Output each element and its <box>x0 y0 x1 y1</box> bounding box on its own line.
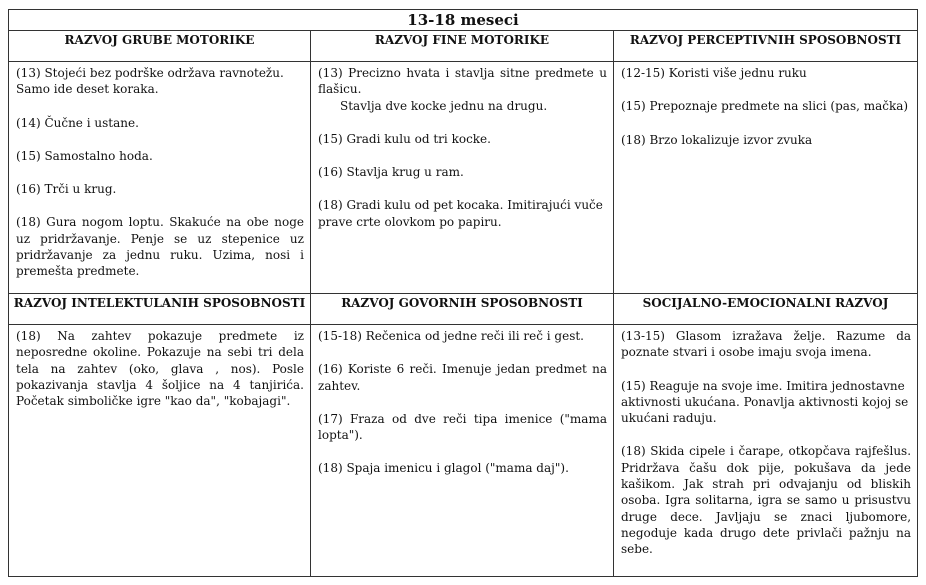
table-title: 13-18 meseci <box>9 10 918 31</box>
perceptive-item: (15) Prepoznaje predmete na slici (pas, mačka) <box>621 99 909 114</box>
social-item: (18) Skida cipele i čarape, otkopčava rajfešlus. Pridržava čašu dok pije, pokušava da jede kašikom. Jak strah pri odvajanju od bliskih osoba. Igra solitarna, igra se samo u prisustvu druge dece. Javljaju se znaci ljubomore, negoduje kada drugo dete privlači pažnju na sebe. <box>621 444 912 557</box>
fine-motor-item: (15) Gradi kulu od tri kocke. <box>318 131 491 146</box>
fine-motor-item: (18) Gradi kulu od pet kocaka. Imitirajući vuče prave crte olovkom po papiru. <box>318 198 603 229</box>
cell-fine-motor <box>311 62 614 294</box>
gross-motor-item: (16) Trči u krug. <box>16 182 117 197</box>
header-perceptive: RAZVOJ PERCEPTIVNIH SPOSOBNOSTI <box>614 31 918 62</box>
cell-social <box>614 325 918 577</box>
header-fine-motor: RAZVOJ FINE MOTORIKE <box>311 31 614 62</box>
header-intellectual: RAZVOJ INTELEKTULANIH SPOSOBNOSTI <box>9 294 311 325</box>
gross-motor-item: (15) Samostalno hoda. <box>16 148 153 163</box>
fine-motor-subitem: Stavlja dve kocke jednu na drugu. <box>340 98 548 113</box>
gross-motor-item: (13) Stojeći bez podrške održava ravnotežu. Samo ide deset koraka. <box>16 66 284 97</box>
social-item: (13-15) Glasom izražava želje. Razume da poznate stvari i osobe imaju svoja imena. <box>621 329 912 360</box>
cell-gross-motor <box>9 62 311 294</box>
speech-item: (15-18) Rečenica od jedne reči ili reč i gest. <box>318 329 584 343</box>
perceptive-item: (18) Brzo lokalizuje izvor zvuka <box>621 132 813 147</box>
fine-motor-item: (16) Stavlja krug u ram. <box>318 165 464 180</box>
intellectual-item: (18) Na zahtev pokazuje predmete iz neposredne okoline. Pokazuje na sebi tri dela tela na zahtev (oko, glava , nos). Posle pokazivanja stavlja 4 šoljice na 4 tanjirića. Početak simboličke igre "kao da", "kobajagi". <box>16 329 304 409</box>
header-speech: RAZVOJ GOVORNIH SPOSOBNOSTI <box>311 294 614 325</box>
cell-intellectual <box>9 325 311 577</box>
header-gross-motor: RAZVOJ GRUBE MOTORIKE <box>9 31 311 62</box>
header-social: SOCIJALNO-EMOCIONALNI RAZVOJ <box>614 294 918 325</box>
speech-item: (18) Spaja imenicu i glagol ("mama daj"). <box>318 461 569 476</box>
cell-speech <box>311 325 614 577</box>
cell-perceptive <box>614 62 918 294</box>
development-table <box>8 9 918 577</box>
gross-motor-item: (14) Čučne i ustane. <box>16 115 139 130</box>
fine-motor-item: (13) Precizno hvata i stavlja sitne predmete u flašicu. <box>318 66 607 97</box>
perceptive-item: (12-15) Koristi više jednu ruku <box>621 66 807 80</box>
speech-item: (16) Koriste 6 reči. Imenuje jedan predmet na zahtev. <box>318 362 607 393</box>
social-item: (15) Reaguje na svoje ime. Imitira jednostavne aktivnosti ukućana. Ponavlja aktivnosti kojoj se ukućani raduju. <box>621 378 909 426</box>
speech-item: (17) Fraza od dve reči tipa imenice ("mama lopta"). <box>318 411 607 443</box>
gross-motor-item: (18) Gura nogom loptu. Skakuće na obe noge uz pridržavanje. Penje se uz stepenice uz pridržavanje za jednu ruku. Uzima, nosi i premešta predmete. <box>16 215 304 279</box>
